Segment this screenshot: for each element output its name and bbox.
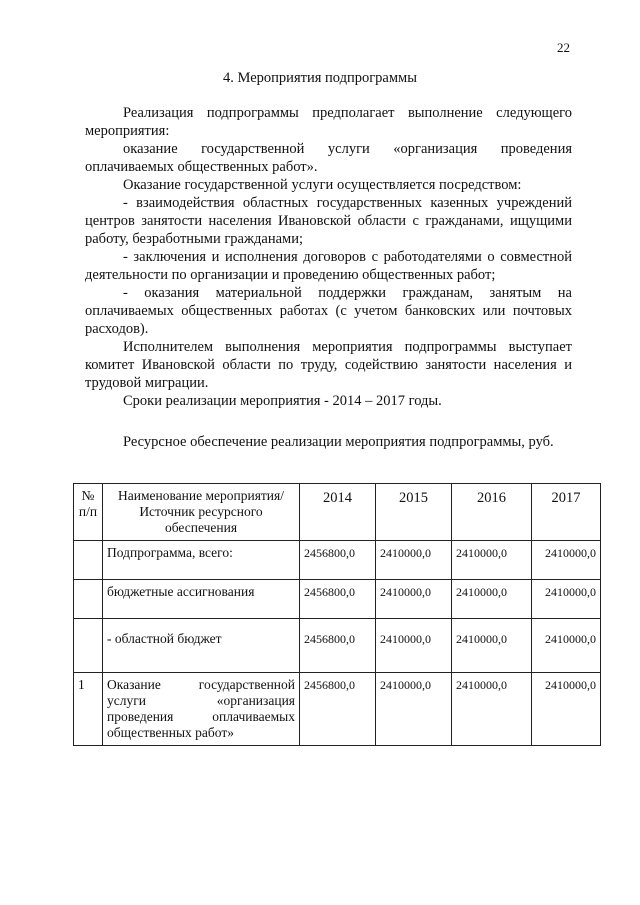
row-value: 2410000,0 — [376, 580, 452, 619]
row-name: - областной бюджет — [103, 619, 300, 673]
row-name: Оказание государственной услуги «организация проведения оплачиваемых общественных работ» — [103, 673, 300, 746]
header-year: 2014 — [300, 484, 376, 541]
table-header-row — [74, 484, 601, 541]
paragraph: Оказание государственной услуги осуществляется посредством: — [123, 177, 522, 193]
paragraph: - взаимодействия областных государственных казенных учреждений центров занятости населения Ивановской области с гражданами, ищущими работу, безработными гражданами; — [85, 195, 572, 247]
row-num — [74, 541, 103, 580]
paragraph: Исполнителем выполнения мероприятия подпрограммы выступает комитет Ивановской области по труду, содействию занятости населения и трудовой миграции. — [85, 339, 572, 391]
row-value: 2410000,0 — [532, 619, 601, 673]
row-value: 2456800,0 — [300, 619, 376, 673]
row-value: 2410000,0 — [452, 619, 532, 673]
paragraph: - оказания материальной поддержки гражданам, занятым на оплачиваемых общественных работах (с учетом банковских или почтовых расходов). — [85, 285, 572, 337]
header-year: 2017 — [532, 484, 601, 541]
row-value: 2410000,0 — [376, 673, 452, 746]
paragraph: Реализация подпрограммы предполагает выполнение следующего мероприятия: — [85, 105, 572, 139]
row-value: 2410000,0 — [532, 673, 601, 746]
header-num: № п/п — [74, 484, 103, 541]
body-text — [85, 104, 572, 410]
row-value: 2410000,0 — [532, 541, 601, 580]
page-number: 22 — [557, 40, 570, 55]
row-value: 2410000,0 — [532, 580, 601, 619]
paragraph: оказание государственной услуги «организация проведения оплачиваемых общественных работ». — [85, 141, 572, 175]
section-title: 4. Мероприятия подпрограммы — [223, 70, 417, 86]
row-value: 2410000,0 — [452, 673, 532, 746]
header-year: 2015 — [376, 484, 452, 541]
paragraph: Сроки реализации мероприятия - 2014 – 2017 годы. — [123, 393, 442, 409]
paragraph: - заключения и исполнения договоров с работодателями о совместной деятельности по организации и проведению общественных работ; — [85, 249, 572, 283]
row-name: Подпрограмма, всего: — [103, 541, 300, 580]
table-row — [74, 673, 601, 746]
row-value: 2410000,0 — [376, 619, 452, 673]
row-num — [74, 619, 103, 673]
row-value: 2410000,0 — [376, 541, 452, 580]
resource-table-caption: Ресурсное обеспечение реализации мероприятия подпрограммы, руб. — [123, 434, 554, 450]
header-year: 2016 — [452, 484, 532, 541]
row-value: 2456800,0 — [300, 580, 376, 619]
row-value: 2410000,0 — [452, 580, 532, 619]
row-value: 2410000,0 — [452, 541, 532, 580]
row-value: 2456800,0 — [300, 673, 376, 746]
resource-table — [73, 483, 601, 746]
table-row — [74, 541, 601, 580]
table-row — [74, 619, 601, 673]
table-row — [74, 580, 601, 619]
row-value: 2456800,0 — [300, 541, 376, 580]
row-name: бюджетные ассигнования — [103, 580, 300, 619]
row-num — [74, 580, 103, 619]
header-name: Наименование мероприятия/Источник ресурсного обеспечения — [103, 484, 300, 541]
row-num: 1 — [74, 673, 103, 746]
